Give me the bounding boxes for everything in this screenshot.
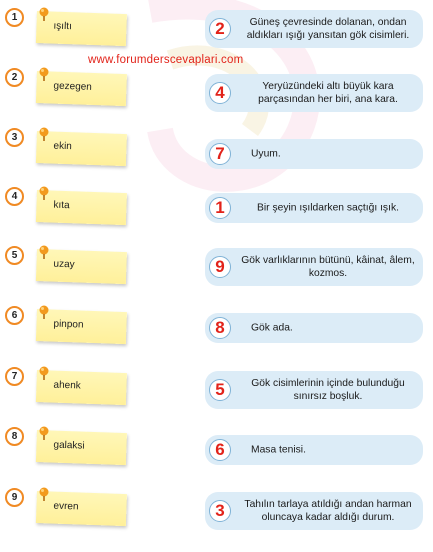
pushpin-icon — [37, 66, 51, 82]
pushpin-icon — [37, 244, 51, 260]
definition-text: Gök varlıklarının bütünü, kâinat, âlem, kozmos. — [241, 255, 415, 279]
answer-number: 3 — [209, 500, 231, 522]
answer-number: 2 — [209, 18, 231, 40]
definition-box-4 — [205, 193, 423, 223]
word-label: ışıltı — [53, 20, 73, 33]
word-label: evren — [53, 500, 79, 513]
pushpin-icon — [37, 6, 51, 22]
answer-number: 1 — [209, 197, 231, 219]
definition-text: Yeryüzündeki altı büyük kara parçasından her biri, ana kara. — [258, 81, 398, 105]
word-number: 1 — [5, 8, 24, 27]
definition-box-2 — [205, 74, 423, 112]
answer-number: 6 — [209, 439, 231, 461]
definition-box-7 — [205, 371, 423, 409]
pushpin-icon — [37, 425, 51, 441]
definition-box-9 — [205, 492, 423, 530]
definition-box-6 — [205, 313, 423, 343]
word-number: 8 — [5, 427, 24, 446]
word-number: 2 — [5, 68, 24, 87]
word-number: 6 — [5, 306, 24, 325]
answer-number: 7 — [209, 143, 231, 165]
answer-number: 8 — [209, 317, 231, 339]
word-number: 5 — [5, 246, 24, 265]
word-label: ekin — [53, 140, 73, 153]
pushpin-icon — [37, 486, 51, 502]
definition-text: Uyum. — [251, 148, 281, 160]
pushpin-icon — [37, 304, 51, 320]
watermark-url: www.forumderscevaplari.com — [88, 54, 244, 66]
definition-box-1 — [205, 10, 423, 48]
definition-text: Tahılın tarlaya atıldığı andan harman oluncaya kadar aldığı durum. — [244, 499, 412, 523]
definition-box-8 — [205, 435, 423, 465]
pushpin-icon — [37, 185, 51, 201]
definition-text: Gök cisimlerinin içinde bulunduğu sınırsız boşluk. — [251, 378, 405, 402]
definition-box-5 — [205, 248, 423, 286]
word-number: 4 — [5, 187, 24, 206]
answer-number: 5 — [209, 379, 231, 401]
word-label: pinpon — [53, 318, 84, 331]
word-label: uzay — [53, 258, 75, 271]
answer-number: 9 — [209, 256, 231, 278]
pushpin-icon — [37, 126, 51, 142]
definition-text: Gök ada. — [251, 322, 293, 334]
word-label: gezegen — [53, 80, 93, 93]
pushpin-icon — [37, 365, 51, 381]
definition-text: Masa tenisi. — [251, 444, 306, 456]
word-number: 9 — [5, 488, 24, 507]
word-number: 7 — [5, 367, 24, 386]
word-number: 3 — [5, 128, 24, 147]
word-label: kıta — [53, 199, 70, 212]
answer-number: 4 — [209, 82, 231, 104]
definition-box-3 — [205, 139, 423, 169]
word-label: galaksi — [53, 439, 85, 452]
definition-text: Güneş çevresinde dolanan, ondan aldıkları ışığı yansıtan gök cisimleri. — [246, 17, 410, 41]
word-label: ahenk — [53, 379, 81, 392]
definition-text: Bir şeyin ışıldarken saçtığı ışık. — [257, 202, 399, 214]
